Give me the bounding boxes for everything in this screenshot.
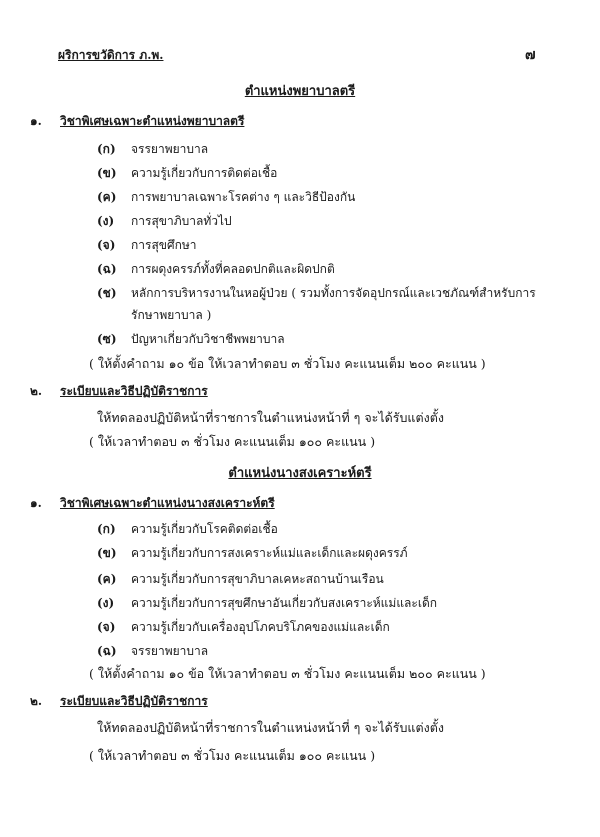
page-number: ๗ xyxy=(525,47,536,63)
list-item: (ข) ความรู้เกี่ยวกับการสงเคราะห์แม่และเด็กและผดุงครรภ์ xyxy=(97,546,408,560)
list-item: (จ) ความรู้เกี่ยวกับเครื่องอุปโภคบริโภคของแม่และเด็ก xyxy=(97,620,390,634)
exam-note: ( ให้เวลาทำตอบ ๓ ชั่วโมง คะแนนเต็ม ๑๐๐ คะแนน ) xyxy=(89,434,376,449)
exam-note: ( ให้ตั้งคำถาม ๑๐ ข้อ ให้เวลาทำตอบ ๓ ชั่วโมง คะแนนเต็ม ๒๐๐ คะแนน ) xyxy=(89,666,486,681)
part1-section1-heading: ๑. วิชาพิเศษเฉพาะตำแหน่งพยาบาลตรี xyxy=(30,114,245,128)
section-paragraph: ให้ทดลองปฏิบัติหน้าที่ราชการในตำแหน่งหน้าที่ ๆ จะได้รับแต่งตั้ง xyxy=(97,410,444,425)
list-item: (ค) ความรู้เกี่ยวกับการสุขาภิบาลเคหะสถานบ้านเรือน xyxy=(97,572,384,586)
list-item: (ค) การพยาบาลเฉพาะโรคต่าง ๆ และวิธีป้องกัน xyxy=(97,190,356,204)
part2-title: ตำแหน่งนางสงเคราะห์ตรี xyxy=(228,466,372,481)
list-item: (ง) ความรู้เกี่ยวกับการสุขศึกษาอันเกี่ยวกับสงเคราะห์แม่และเด็ก xyxy=(97,596,438,610)
list-item: (ฉ) จรรยาพยาบาล xyxy=(97,644,209,658)
running-header: ผริการขวัดิการ ภ.พ. xyxy=(58,48,164,62)
list-item: (ก) ความรู้เกี่ยวกับโรคติดต่อเชื้อ xyxy=(97,522,278,536)
list-item: (ข) ความรู้เกี่ยวกับการติดต่อเชื้อ xyxy=(97,166,278,180)
list-item: (ช) หลักการบริหารงานในหอผู้ป่วย ( รวมทั้งการจัดอุปกรณ์และเวชภัณฑ์สำหรับการ xyxy=(97,286,536,300)
part1-section2-heading: ๒. ระเบียบและวิธีปฏิบัติราชการ xyxy=(30,384,208,398)
list-item: (จ) การสุขศึกษา xyxy=(97,238,197,252)
exam-note: ( ให้เวลาทำตอบ ๓ ชั่วโมง คะแนนเต็ม ๑๐๐ คะแนน ) xyxy=(89,748,376,763)
section-paragraph: ให้ทดลองปฏิบัติหน้าที่ราชการในตำแหน่งหน้าที่ ๆ จะได้รับแต่งตั้ง xyxy=(97,720,444,735)
part2-section1-heading: ๑. วิชาพิเศษเฉพาะตำแหน่งนางสงเคราะห์ตรี xyxy=(30,496,275,510)
exam-note: ( ให้ตั้งคำถาม ๑๐ ข้อ ให้เวลาทำตอบ ๓ ชั่วโมง คะแนนเต็ม ๒๐๐ คะแนน ) xyxy=(89,356,486,371)
part2-section2-heading: ๒. ระเบียบและวิธีปฏิบัติราชการ xyxy=(30,694,208,708)
list-item: (ซ) ปัญหาเกี่ยวกับวิชาชีพพยาบาล xyxy=(97,332,285,346)
list-item: (ฉ) การผดุงครรภ์ทั้งที่คลอดปกติและผิดปกติ xyxy=(97,262,335,276)
list-item-continuation: รักษาพยาบาล ) xyxy=(131,308,212,322)
list-item: (ก) จรรยาพยาบาล xyxy=(97,142,209,156)
part1-title: ตำแหน่งพยาบาลตรี xyxy=(244,84,356,99)
list-item: (ง) การสุขาภิบาลทั่วไป xyxy=(97,214,232,228)
